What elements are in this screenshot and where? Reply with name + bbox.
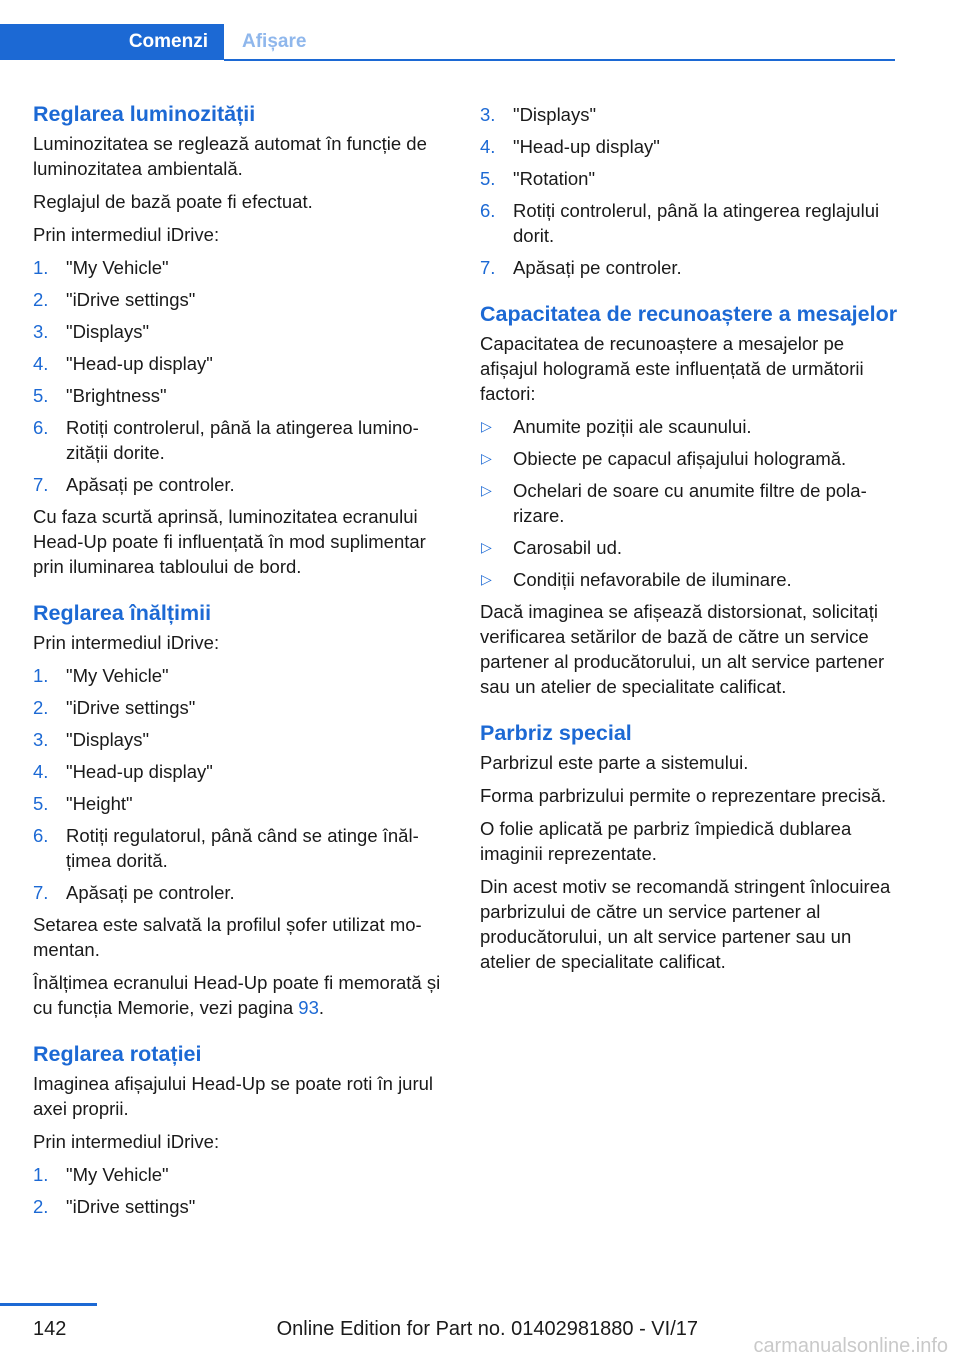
triangle-right-icon: ▷ [481, 450, 492, 466]
list-item: 3. "Displays" [480, 104, 597, 125]
list-item: ▷ Condiții nefavorabile de iluminare. [481, 569, 792, 590]
paragraph: Capacitatea de recunoaștere a mesajelor pe afișajul hologramă este influențată de următorii factori: [480, 333, 864, 404]
list-item: 3. "Displays" [33, 729, 150, 750]
paragraph: Dacă imaginea se afișează distorsionat, solicitați verificarea setărilor de bază de către un service partener al producătorului, un alt service partener sau un atelier de specialitate calificat. [480, 601, 885, 697]
list-item: ▷ Carosabil ud. [481, 537, 623, 558]
paragraph: Reglajul de bază poate fi efectuat. [33, 191, 313, 212]
paragraph: Cu faza scurtă aprinsă, luminozitatea ecranului Head-Up poate fi influențată în mod suplimentar prin iluminarea tabloului de bord. [33, 506, 426, 577]
paragraph: Imaginea afișajului Head-Up se poate roti în jurul axei proprii. [33, 1073, 434, 1119]
list-item: 4. "Head-up display" [33, 761, 213, 782]
list-item: 2. "iDrive settings" [33, 697, 196, 718]
list-item: 5. "Rotation" [480, 168, 596, 189]
paragraph: Luminozitatea se reglează automat în funcție de luminozitatea ambientală. [33, 133, 427, 179]
paragraph: Parbrizul este parte a sistemului. [480, 752, 749, 773]
paragraph: O folie aplicată pe parbriz împiedică dublarea imaginii reprezentate. [480, 818, 852, 864]
factors-list [480, 414, 898, 592]
list-item: 6. Rotiți regulatorul, până când se atinge înălțimea dorită. [33, 825, 419, 871]
paragraph: Prin intermediul iDrive: [33, 224, 220, 245]
paragraph: Prin intermediul iDrive: [33, 632, 220, 653]
section-title-windshield: Parbriz special [480, 721, 632, 745]
list-item: 2. "iDrive settings" [33, 289, 196, 310]
paragraph: Setarea este salvată la profilul șofer utilizat momentan. [33, 914, 422, 960]
list-item: 5. "Brightness" [33, 385, 167, 406]
triangle-right-icon: ▷ [481, 571, 492, 587]
steps-list-rotation-cont [480, 102, 898, 280]
footer-divider [0, 1303, 97, 1306]
paragraph: Forma parbrizului permite o reprezentare precisă. [480, 785, 887, 806]
list-item: 7. Apăsați pe controler. [480, 257, 682, 278]
paragraph: Prin intermediul iDrive: [33, 1131, 220, 1152]
page-link-93[interactable]: 93 [298, 997, 319, 1018]
paragraph: Din acest motiv se recomandă stringent înlocuirea parbrizului de către un service partener al producătorului, un alt service partener sau un atelier de specialitate calificat. [480, 876, 891, 972]
header-tabs [0, 24, 895, 62]
list-item: 4. "Head-up display" [480, 136, 660, 157]
triangle-right-icon: ▷ [481, 482, 492, 498]
steps-list-height [33, 663, 451, 905]
list-item: ▷ Anumite poziții ale scaunului. [481, 416, 752, 437]
section-title-brightness: Reglarea luminozității [33, 102, 256, 126]
list-item: 2. "iDrive settings" [33, 1196, 196, 1217]
section-title-rotation: Reglarea rotației [33, 1042, 202, 1066]
list-item: 6. Rotiți controlerul, până la atingerea luminozității dorite. [33, 417, 419, 463]
page-number: 142 [33, 1318, 67, 1340]
list-item: ▷ Ochelari de soare cu anumite filtre de polarizare. [481, 480, 867, 526]
tab-comenzi[interactable]: Comenzi [0, 24, 224, 60]
triangle-right-icon: ▷ [481, 539, 492, 555]
list-item: 5. "Height" [33, 793, 133, 814]
list-item: 6. Rotiți controlerul, până la atingerea reglajului dorit. [480, 200, 880, 246]
triangle-right-icon: ▷ [481, 418, 492, 434]
list-item: 7. Apăsați pe controler. [33, 882, 235, 903]
steps-list-brightness [33, 255, 451, 497]
section-title-recognition: Capacitatea de recunoaștere a mesajelor [480, 302, 898, 326]
paragraph-memory: Înălțimea ecranului Head-Up poate fi memorată și cu funcția Memorie, vezi pagina 93. [33, 972, 441, 1018]
list-item: ▷ Obiecte pe capacul afișajului hologramă. [481, 448, 847, 469]
left-column [33, 102, 451, 1226]
list-item: 1. "My Vehicle" [33, 665, 169, 686]
section-title-height: Reglarea înălțimii [33, 601, 212, 625]
list-item: 3. "Displays" [33, 321, 150, 342]
steps-list-rotation [33, 1162, 451, 1219]
right-column [480, 102, 898, 982]
list-item: 7. Apăsați pe controler. [33, 474, 235, 495]
header-divider [224, 59, 895, 61]
list-item: 1. "My Vehicle" [33, 1164, 169, 1185]
tab-afisare[interactable]: Afișare [242, 31, 307, 52]
list-item: 4. "Head-up display" [33, 353, 213, 374]
list-item: 1. "My Vehicle" [33, 257, 169, 278]
edition-note: Online Edition for Part no. 01402981880 - VI/17 [276, 1318, 698, 1340]
watermark: carmanualsonline.info [753, 1335, 948, 1357]
